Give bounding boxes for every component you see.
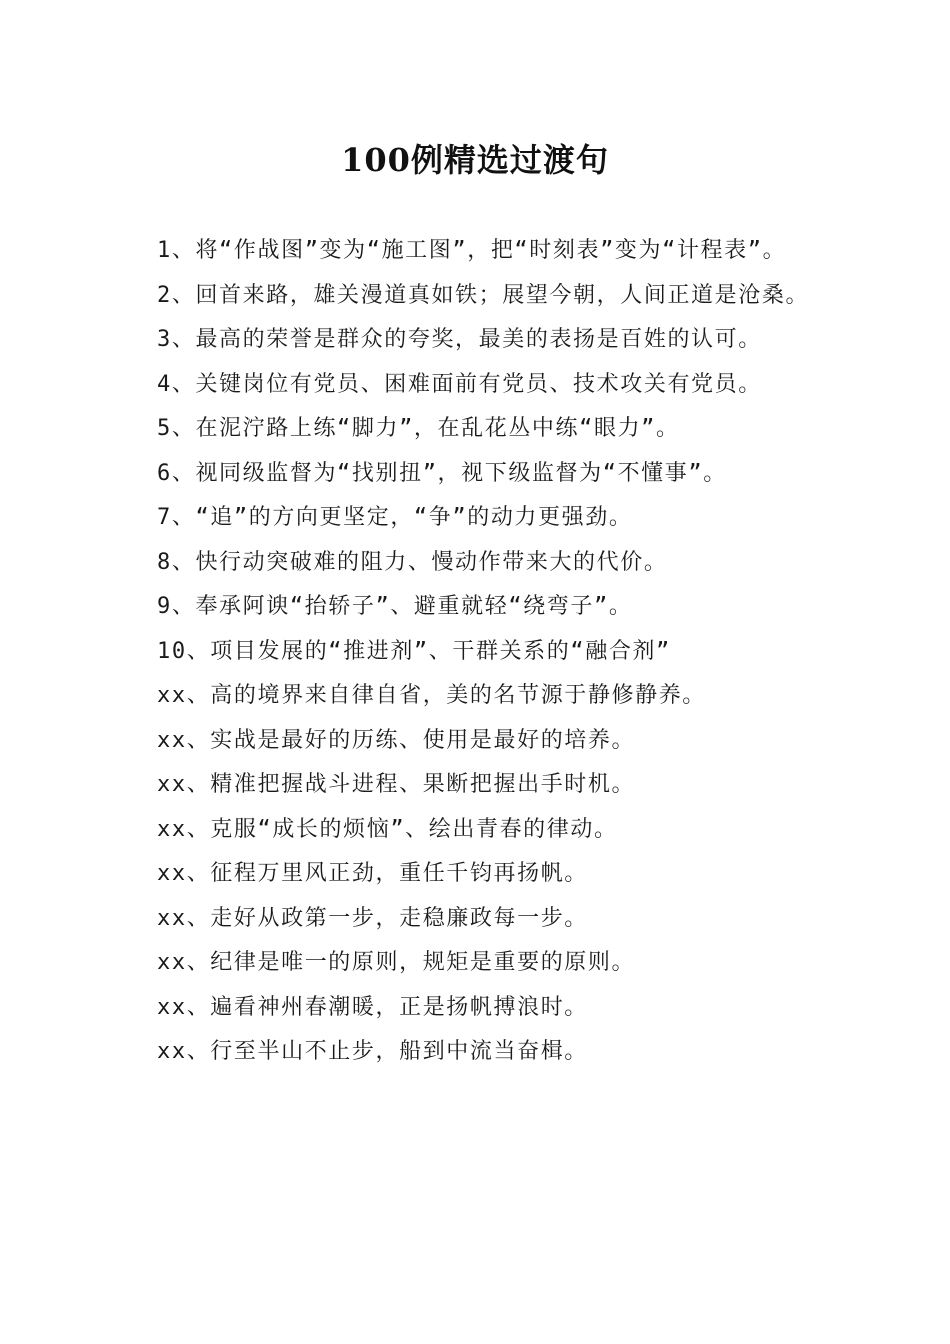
list-item: xx、走好从政第一步，走稳廉政每一步。 bbox=[157, 905, 588, 931]
list-item: xx、遍看神州春潮暖，正是扬帆搏浪时。 bbox=[157, 994, 588, 1020]
list-item: xx、行至半山不止步，船到中流当奋楫。 bbox=[157, 1039, 588, 1064]
list-item: 9、奉承阿谀“抬轿子”、避重就轻“绕弯子”。 bbox=[157, 594, 633, 619]
list-item: xx、高的境界来自律自省，美的名节源于静修静养。 bbox=[157, 683, 706, 708]
list-item: xx、精准把握战斗进程、果断把握出手时机。 bbox=[157, 772, 636, 797]
list-item: 4、关键岗位有党员、困难面前有党员、技术攻关有党员。 bbox=[157, 371, 762, 397]
document-title: 100例精选过渡句 bbox=[341, 141, 609, 179]
document-body bbox=[120, 229, 832, 1075]
list-item: 8、快行动突破难的阻力、慢动作带来大的代价。 bbox=[157, 549, 668, 575]
list-item: xx、征程万里风正劲，重任千钧再扬帆。 bbox=[157, 861, 588, 886]
list-item: xx、纪律是唯一的原则，规矩是重要的原则。 bbox=[157, 950, 636, 975]
list-item: 1、将“作战图”变为“施工图”，把“时刻表”变为“计程表”。 bbox=[157, 238, 787, 263]
list-item: 7、“追”的方向更坚定，“争”的动力更强劲。 bbox=[157, 505, 633, 530]
list-item: xx、实战是最好的历练、使用是最好的培养。 bbox=[157, 727, 636, 753]
list-item: 3、最高的荣誉是群众的夸奖，最美的表扬是百姓的认可。 bbox=[157, 327, 762, 352]
list-item: 10、项目发展的“推进剂”、干群关系的“融合剂” bbox=[157, 638, 671, 664]
list-item: 5、在泥泞路上练“脚力”，在乱花丛中练“眼力”。 bbox=[157, 416, 680, 441]
list-item: 2、回首来路，雄关漫道真如铁；展望今朝，人间正道是沧桑。 bbox=[157, 282, 810, 308]
list-item: xx、克服“成长的烦恼”、绘出青春的律动。 bbox=[157, 816, 618, 842]
list-item: 6、视同级监督为“找别扭”，视下级监督为“不懂事”。 bbox=[157, 460, 727, 486]
